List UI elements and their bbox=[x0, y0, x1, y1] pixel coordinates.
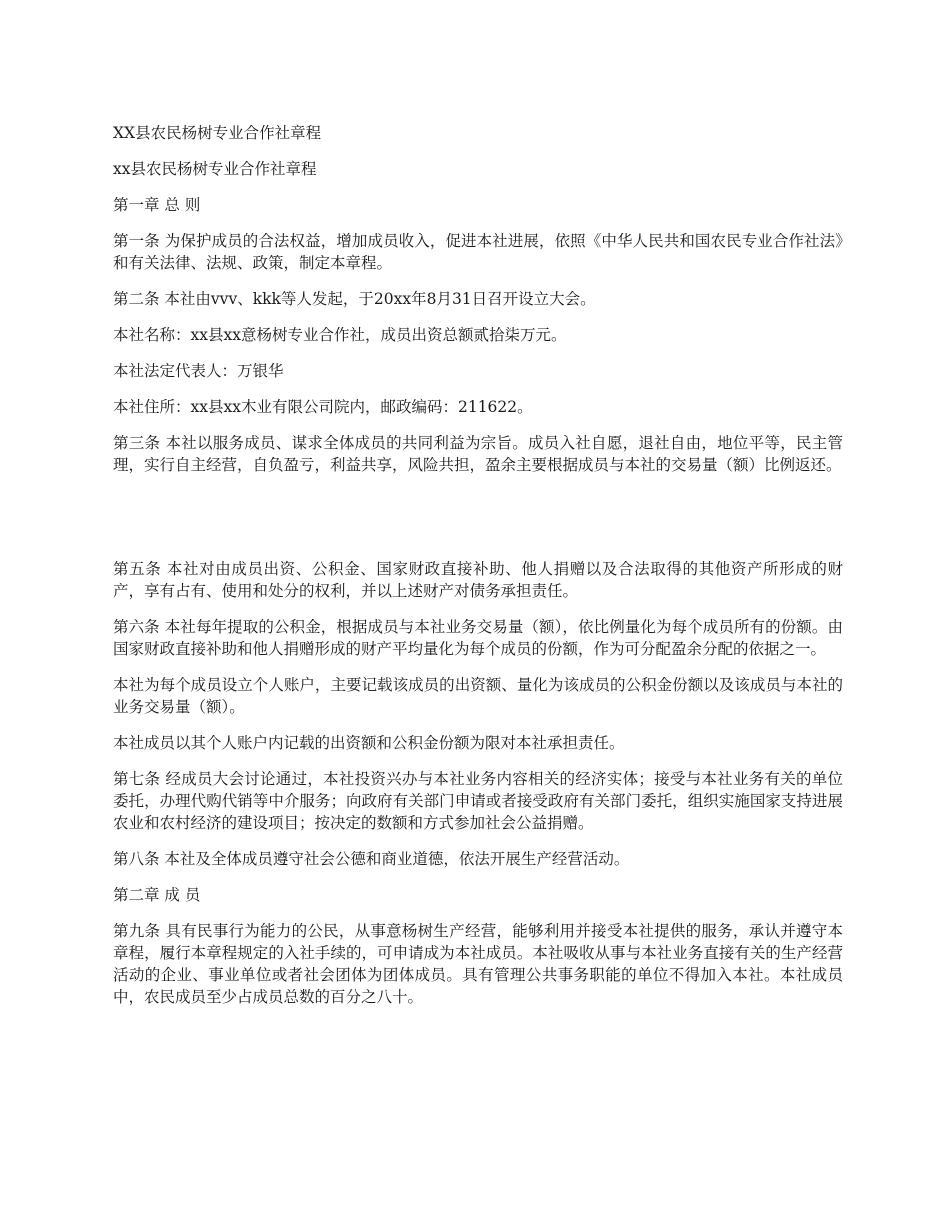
article-6: 第六条 本社每年提取的公积金，根据成员与本社业务交易量（额），依比例量化为每个成员所有的份额。由国家财政直接补助和他人捐赠形成的财产平均量化为每个成员的份额，作为可分配盈余分配的依据之一。 bbox=[113, 618, 843, 658]
document-body bbox=[113, 122, 843, 1022]
address-line: 本社住所：xx县xx木业有限公司院内，邮政编码：211622。 bbox=[113, 398, 533, 416]
document-subtitle: xx县农民杨树专业合作社章程 bbox=[113, 160, 317, 178]
article-9: 第九条 具有民事行为能力的公民，从事意杨树生产经营，能够利用并接受本社提供的服务，承认并遵守本章程，履行本章程规定的入社手续的，可申请成为本社成员。本社吸收从事与本社业务直接有关的生产经营活动的企业、事业单位或者社会团体为团体成员。具有管理公共事务职能的单位不得加入本社。本社成员中，农民成员至少占成员总数的百分之八十。 bbox=[113, 922, 843, 1006]
article-1: 第一条 为保护成员的合法权益，增加成员收入，促进本社进展，依照《中华人民共和国农民专业合作社法》和有关法律、法规、政策，制定本章程。 bbox=[113, 232, 843, 272]
article-2: 第二条 本社由vvv、kkk等人发起，于20xx年8月31日召开设立大会。 bbox=[113, 290, 596, 308]
article-5: 第五条 本社对由成员出资、公积金、国家财政直接补助、他人捐赠以及合法取得的其他资产所形成的财产，享有占有、使用和处分的权利，并以上述财产对债务承担责任。 bbox=[113, 560, 843, 600]
document-title: XX县农民杨树专业合作社章程 bbox=[113, 124, 322, 142]
chapter-heading-2: 第二章 成 员 bbox=[113, 886, 201, 904]
article-8: 第八条 本社及全体成员遵守社会公德和商业道德，依法开展生产经营活动。 bbox=[113, 850, 630, 868]
liability-paragraph: 本社成员以其个人账户内记载的出资额和公积金份额为限对本社承担责任。 bbox=[113, 734, 625, 752]
personal-account-paragraph: 本社为每个成员设立个人账户，主要记载该成员的出资额、量化为该成员的公积金份额以及该成员与本社的业务交易量（额）。 bbox=[113, 676, 843, 716]
legal-representative-line: 本社法定代表人：万银华 bbox=[113, 362, 284, 380]
coop-name-line: 本社名称：xx县xx意杨树专业合作社，成员出资总额贰拾柒万元。 bbox=[113, 326, 567, 344]
article-7: 第七条 经成员大会讨论通过，本社投资兴办与本社业务内容相关的经济实体；接受与本社业务有关的单位委托，办理代购代销等中介服务；向政府有关部门申请或者接受政府有关部门委托，组织实施国家支持进展农业和农村经济的建设项目；按决定的数额和方式参加社会公益捐赠。 bbox=[113, 770, 843, 832]
chapter-heading-1: 第一章 总 则 bbox=[113, 196, 201, 214]
article-3: 第三条 本社以服务成员、谋求全体成员的共同利益为宗旨。成员入社自愿，退社自由，地位平等，民主管理，实行自主经营，自负盈亏，利益共享，风险共担，盈余主要根据成员与本社的交易量（额）比例返还。 bbox=[113, 434, 843, 474]
blank-gap bbox=[113, 490, 843, 558]
